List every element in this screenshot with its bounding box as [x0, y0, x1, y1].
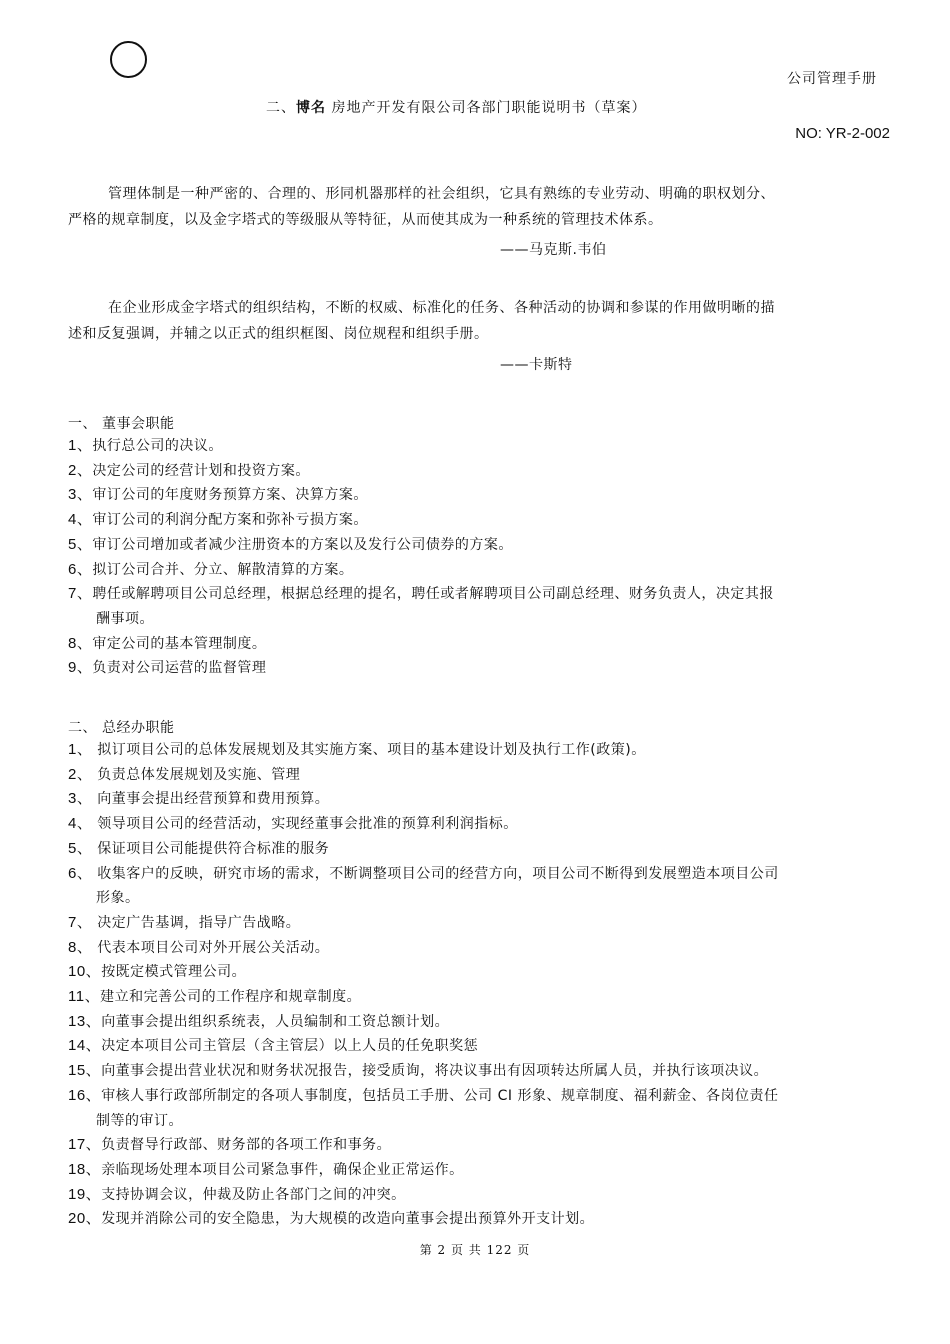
item-number: 16、: [68, 1086, 102, 1104]
page-footer: 第 2 页 共 122 页: [419, 1243, 531, 1257]
title-company: 博名: [296, 100, 326, 116]
list-item: [68, 558, 868, 583]
gm-office-duties-list: [68, 738, 868, 1232]
list-item: [68, 787, 868, 812]
item-text-continued: 制等的审订。: [96, 1112, 183, 1129]
item-text: 向董事会提出经营预算和费用预算。: [92, 791, 330, 808]
item-number: 6、: [68, 864, 93, 882]
list-item: [68, 582, 868, 631]
item-number: 11、: [68, 988, 101, 1006]
item-number: 17、: [68, 1136, 102, 1154]
item-text: 保证项目公司能提供符合标准的服务: [92, 840, 330, 857]
item-number: 4、: [68, 815, 93, 833]
item-text: 拟订公司合并、分立、解散清算的方案。: [92, 561, 354, 578]
list-item: [68, 656, 868, 681]
item-number: 7、: [68, 585, 93, 603]
list-item: [68, 837, 868, 862]
item-number: 15、: [68, 1062, 102, 1080]
list-item: [68, 1059, 868, 1084]
item-number: 8、: [68, 938, 93, 956]
list-item: [68, 508, 868, 533]
item-text: 聘任或解聘项目公司总经理，根据总经理的提名，聘任或者解聘项目公司副总经理、财务负责人，决定其报: [92, 586, 774, 603]
item-text: 审定公司的基本管理制度。: [92, 635, 267, 652]
list-item: [68, 1084, 868, 1133]
item-number: 2、: [68, 461, 93, 479]
section-heading: 二、 总经办职能: [68, 720, 175, 736]
item-number: 9、: [68, 659, 93, 677]
board-duties-list: [68, 434, 868, 681]
item-number: 14、: [68, 1037, 102, 1055]
item-number: 20、: [68, 1210, 102, 1228]
item-text: 支持协调会议，仲裁及防止各部门之间的冲突。: [101, 1186, 406, 1203]
item-text: 代表本项目公司对外开展公关活动。: [92, 939, 330, 956]
item-number: 18、: [68, 1160, 102, 1178]
item-text: 按既定模式管理公司。: [101, 964, 247, 981]
item-number: 5、: [68, 839, 93, 857]
document-title: [266, 97, 646, 117]
item-text: 审订公司的年度财务预算方案、决算方案。: [92, 487, 368, 504]
item-number: 3、: [68, 486, 93, 504]
list-item: [68, 483, 868, 508]
item-text: 负责总体发展规划及实施、管理: [92, 766, 301, 783]
item-number: 4、: [68, 511, 93, 529]
item-text: 审订公司增加或者减少注册资本的方案以及发行公司债券的方案。: [92, 536, 513, 553]
item-text: 建立和完善公司的工作程序和规章制度。: [100, 989, 362, 1006]
item-number: 1、: [68, 741, 93, 758]
item-text-continued: 酬事项。: [96, 610, 154, 627]
item-text: 向董事会提出营业状况和财务状况报告，接受质询，将决议事出有因项转达所属人员，并执行该项决议。: [101, 1063, 769, 1080]
item-number: 1、: [68, 437, 93, 454]
list-item: [68, 763, 868, 788]
quote-paragraph: [68, 181, 858, 233]
list-item: [68, 1183, 868, 1208]
list-item: [68, 434, 868, 459]
item-number: 5、: [68, 535, 93, 553]
manual-title: 公司管理手册: [787, 71, 877, 87]
item-text: 拟订项目公司的总体发展规划及其实施方案、项目的基本建设计划及执行工作(政策)。: [92, 742, 646, 758]
item-text: 负责对公司运营的监督管理: [92, 660, 267, 677]
list-item: [68, 985, 868, 1010]
item-text: 决定本项目公司主管层（含主管层）以上人员的任免职奖惩: [101, 1038, 479, 1055]
list-item: [68, 533, 868, 558]
quote-author: ——卡斯特: [500, 357, 573, 373]
item-text-continued: 形象。: [96, 890, 140, 907]
item-number: 10、: [68, 963, 102, 981]
section-heading: 一、 董事会职能: [68, 416, 175, 432]
quote-author: ——马克斯.韦伯: [500, 242, 607, 258]
quote-line: 述和反复强调，并辅之以正式的组织框图、岗位规程和组织手册。: [68, 326, 489, 342]
list-item: [68, 960, 868, 985]
item-text: 审订公司的利润分配方案和弥补亏损方案。: [92, 512, 368, 529]
item-text: 向董事会提出组织系统表，人员编制和工资总额计划。: [101, 1013, 450, 1030]
item-number: 13、: [68, 1012, 102, 1030]
item-text: 决定公司的经营计划和投资方案。: [92, 462, 310, 479]
list-item: [68, 812, 868, 837]
list-item: [68, 1158, 868, 1183]
quote-line: 管理体制是一种严密的、合理的、形同机器那样的社会组织，它具有熟练的专业劳动、明确的职权划分、: [108, 186, 775, 202]
item-text: 领导项目公司的经营活动，实现经董事会批准的预算利利润指标。: [92, 816, 518, 833]
list-item: [68, 936, 868, 961]
item-text: 审核人事行政部所制定的各项人事制度，包括员工手册、公司 CI 形象、规章制度、福利薪金、各岗位责任: [101, 1087, 779, 1104]
circle-mark: [110, 41, 147, 78]
item-number: 6、: [68, 560, 93, 578]
item-text: 执行总公司的决议。: [92, 438, 223, 454]
quote-line: 严格的规章制度，以及金字塔式的等级服从等特征，从而使其成为一种系统的管理技术体系。: [68, 212, 663, 228]
document-number: NO: YR-2-002: [795, 125, 890, 142]
item-number: 19、: [68, 1185, 102, 1203]
title-prefix: 二、: [266, 100, 296, 116]
item-text: 负责督导行政部、财务部的各项工作和事务。: [101, 1137, 392, 1154]
title-rest: 房地产开发有限公司各部门职能说明书（草案）: [326, 100, 647, 116]
quote-paragraph: [68, 295, 858, 347]
item-number: 7、: [68, 913, 93, 931]
list-item: [68, 1207, 868, 1232]
item-number: 8、: [68, 634, 93, 652]
list-item: [68, 1133, 868, 1158]
list-item: [68, 459, 868, 484]
item-text: 发现并消除公司的安全隐患，为大规模的改造向董事会提出预算外开支计划。: [101, 1211, 595, 1228]
list-item: [68, 1010, 868, 1035]
list-item: [68, 862, 868, 911]
item-text: 收集客户的反映，研究市场的需求，不断调整项目公司的经营方向，项目公司不断得到发展塑造本项目公司: [92, 865, 779, 882]
item-number: 3、: [68, 790, 93, 808]
item-number: 2、: [68, 765, 93, 783]
list-item: [68, 632, 868, 657]
item-text: 亲临现场处理本项目公司紧急事件，确保企业正常运作。: [101, 1161, 464, 1178]
list-item: [68, 1034, 868, 1059]
list-item: [68, 738, 868, 763]
item-text: 决定广告基调，指导广告战略。: [92, 914, 301, 931]
quote-line: 在企业形成金字塔式的组织结构，不断的权威、标准化的任务、各种活动的协调和参谋的作用做明晰的描: [108, 300, 775, 316]
list-item: [68, 911, 868, 936]
